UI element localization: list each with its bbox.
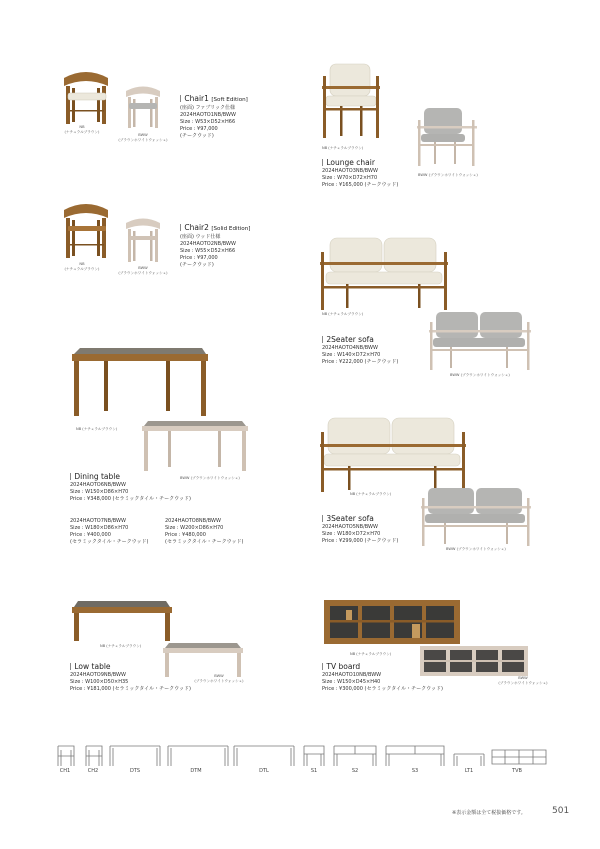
dining-nb-image — [66, 346, 214, 418]
dining-v3-model: 2024HAOTO8NB/BWW — [165, 518, 221, 524]
lounge-model: 2024HAOTO3NB/BWW — [322, 168, 378, 174]
dining-bww-label: BWW (ブラウンホワイトウォッシュ) — [180, 476, 240, 480]
chair2-size: Size : W55×D52×H66 — [180, 248, 236, 254]
sofa2-nb-image — [318, 236, 450, 312]
chair2-nb-image — [58, 198, 114, 260]
sofa2-model: 2024HAOTO4NB/BWW — [322, 345, 378, 351]
dining-v1-model: 2024HAOTO6NB/BWW — [70, 482, 126, 488]
chair1-bww-label: BWW — [138, 133, 148, 137]
tvboard-title — [322, 662, 443, 672]
sofa2-price: Price : ¥222,000 (チークウッド) — [322, 359, 399, 365]
dining-v2-model: 2024HAOTO7NB/BWW — [70, 518, 126, 524]
sofa3-price: Price : ¥299,000 (チークウッド) — [322, 538, 399, 544]
lounge-name: Lounge chair — [326, 158, 375, 167]
chair2-nb-label: NB — [79, 262, 85, 266]
sofa2-bww-image — [428, 310, 532, 372]
tvboard-bww-sublabel: (ブラウンホワイトウォッシュ) — [498, 681, 548, 685]
legend-label-ch2: CH2 — [87, 768, 99, 774]
chair2-price: Price : ¥97,000 — [180, 255, 218, 261]
chair1-seat: (座面) ファブリック仕様 — [180, 105, 235, 111]
lounge-price: Price : ¥165,000 (チークウッド) — [322, 182, 399, 188]
legend-label-s1: S1 — [310, 768, 318, 774]
chair1-bww-image — [122, 82, 164, 130]
sofa3-title — [322, 514, 398, 524]
chair1-nb-label: NB — [79, 125, 85, 129]
sofa2-name: 2Seater sofa — [326, 335, 374, 344]
tvboard-name: TV board — [326, 662, 361, 671]
lounge-nb-label: NB (ナチュラルブラウン) — [322, 146, 364, 150]
chair2-nb-sublabel: (ナチュラルブラウン) — [64, 267, 100, 271]
legend-label-s2: S2 — [351, 768, 359, 774]
chair2-title — [180, 223, 250, 234]
tvboard-price: Price : ¥300,000 (セラミックタイル・チークウッド) — [322, 686, 444, 692]
legend-strip — [52, 738, 552, 772]
lowtable-title — [70, 662, 191, 672]
dining-v2-price: Price : ¥400,000 — [70, 532, 111, 538]
chair1-size: Size : W53×D52×H66 — [180, 119, 236, 125]
sofa2-size: Size : W140×D72×H70 — [322, 352, 381, 358]
dining-title — [70, 472, 191, 482]
dining-v3-price: Price : ¥480,000 — [165, 532, 206, 538]
lounge-nb-image — [320, 62, 382, 142]
sofa3-size: Size : W180×D72×H70 — [322, 531, 381, 537]
chair2-seat: (座面) ウッド仕様 — [180, 234, 221, 240]
legend-label-dtm: DTM — [190, 768, 202, 774]
chair1-model: 2024HAOTO1NB/BWW — [180, 112, 236, 118]
tvboard-nb-label: NB (ナチュラルブラウン) — [350, 652, 392, 656]
chair2-wood: (チークウッド) — [180, 262, 214, 268]
sofa2-bww-label: BWW (ブラウンホワイトウォッシュ) — [450, 373, 510, 377]
tvboard-size: Size : W150×D45×H40 — [322, 679, 381, 685]
chair2-edition: [Solid Edition] — [211, 226, 251, 232]
chair2-bww-label: BWW — [138, 266, 148, 270]
chair1-edition: [Soft Edition] — [211, 97, 248, 103]
dining-v1-price: Price : ¥348,000 (セラミックタイル・チークウッド) — [70, 496, 192, 502]
lowtable-bww-sublabel: (ブラウンホワイトウォッシュ) — [194, 679, 244, 683]
chair2-bww-image — [122, 214, 164, 264]
sofa3-model: 2024HAOTO5NB/BWW — [322, 524, 378, 530]
chair2-name: Chair2 — [184, 223, 209, 232]
tvboard-bww-label: BWW — [518, 676, 528, 680]
sofa3-name: 3Seater sofa — [326, 514, 374, 523]
lounge-size: Size : W70×D72×H70 — [322, 175, 378, 181]
dining-v2-size: Size : W180×D86×H70 — [70, 525, 129, 531]
chair1-wood: (チークウッド) — [180, 133, 214, 139]
chair2-bww-sublabel: (ブラウンホワイトウォッシュ) — [118, 271, 168, 275]
dining-v3-size: Size : W200×D86×H70 — [165, 525, 224, 531]
lounge-bww-label: BWW (ブラウンホワイトウォッシュ) — [418, 173, 478, 177]
chair1-name: Chair1 — [184, 94, 209, 103]
lowtable-model: 2024HAOTO9NB/BWW — [70, 672, 126, 678]
dining-v2-wood: (セラミックタイル・チークウッド) — [70, 539, 149, 545]
chair1-nb-image — [58, 66, 114, 126]
lowtable-nb-label: NB (ナチュラルブラウン) — [100, 644, 142, 648]
lowtable-size: Size : W100×D50×H35 — [70, 679, 129, 685]
dining-v3-wood: (セラミックタイル・チークウッド) — [165, 539, 244, 545]
sofa3-bww-label: BWW (ブラウンホワイトウォッシュ) — [446, 547, 506, 551]
legend-label-ch1: CH1 — [59, 768, 71, 774]
lowtable-bww-label: BWW — [214, 674, 224, 678]
lounge-bww-image — [416, 108, 480, 168]
tvboard-model: 2024HAOTO10NB/BWW — [322, 672, 382, 678]
chair1-bww-sublabel: (ブラウンホワイトウォッシュ) — [118, 138, 168, 142]
dining-v1-size: Size : W150×D86×H70 — [70, 489, 129, 495]
page-number: 501 — [552, 806, 570, 816]
sofa2-nb-label: NB (ナチュラルブラウン) — [322, 312, 364, 316]
dining-nb-label: NB (ナチュラルブラウン) — [76, 427, 118, 431]
sofa3-nb-image — [318, 414, 468, 494]
lowtable-nb-image — [68, 600, 176, 642]
chair2-model: 2024HAOTO2NB/BWW — [180, 241, 236, 247]
chair1-title — [180, 94, 248, 105]
dining-name: Dining table — [74, 472, 120, 481]
lounge-title — [322, 158, 398, 168]
legend-label-tvb: TVB — [512, 768, 522, 774]
lowtable-price: Price : ¥181,000 (セラミックタイル・チークウッド) — [70, 686, 192, 692]
sofa2-title — [322, 335, 398, 345]
chair1-price: Price : ¥97,000 — [180, 126, 218, 132]
legend-label-s3: S3 — [411, 768, 419, 774]
dining-bww-image — [138, 420, 252, 472]
sofa3-nb-label: NB (ナチュラルブラウン) — [350, 492, 392, 496]
lowtable-name: Low table — [74, 662, 111, 671]
footer-note: ※表示金額は全て税抜価格です。 — [452, 810, 526, 816]
chair1-nb-sublabel: (ナチュラルブラウン) — [64, 130, 100, 134]
legend-label-dts: DTS — [129, 768, 141, 774]
legend-label-lt1: LT1 — [464, 768, 474, 774]
tvboard-nb-image — [322, 598, 462, 648]
legend-label-dtl: DTL — [259, 768, 269, 774]
sofa3-bww-image — [420, 486, 532, 548]
